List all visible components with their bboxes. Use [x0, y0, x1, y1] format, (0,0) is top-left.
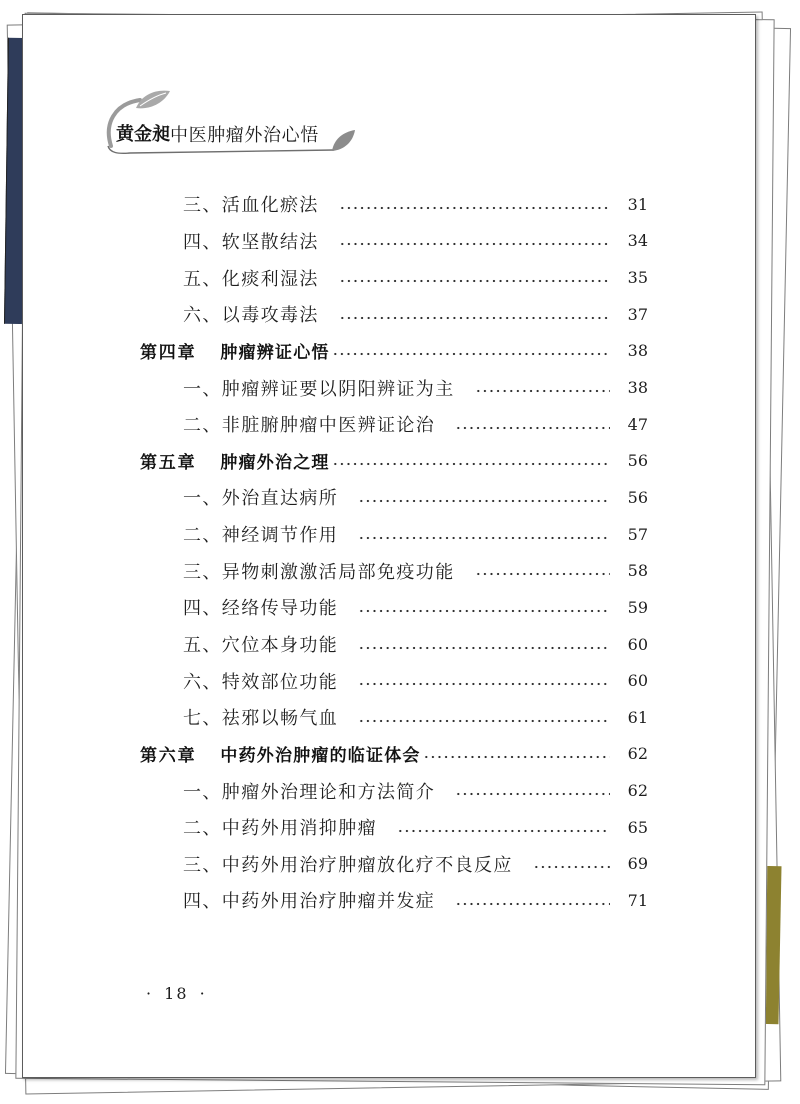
toc-chapter-number: 第六章: [140, 746, 197, 767]
toc-page-number: 35: [627, 268, 648, 288]
toc-section-label: 二、神经调节作用: [183, 525, 339, 547]
toc-page-number: 56: [627, 487, 648, 507]
toc-section-label: 二、非脏腑肿瘤中医辨证论治: [183, 415, 436, 437]
dot-leader: [455, 791, 610, 797]
toc-section-row: [140, 552, 648, 589]
toc-section-label: 三、活血化瘀法: [183, 195, 319, 217]
dot-leader: [475, 388, 610, 394]
dot-leader: [533, 864, 610, 870]
toc-page-number: 60: [627, 671, 648, 691]
dot-leader: [332, 461, 610, 467]
toc-chapter-row: [140, 736, 648, 773]
toc-chapter-title: 肿瘤外治之理: [220, 453, 330, 474]
header-book-title: 中医肿瘤外治心悟: [170, 125, 319, 146]
toc-chapter-number: 第五章: [140, 453, 197, 474]
toc-section-label: 五、化痰利湿法: [183, 268, 319, 290]
dot-leader: [358, 535, 610, 541]
toc-section-label: 四、经络传导功能: [183, 598, 339, 620]
toc-section-label: 四、中药外用治疗肿瘤并发症: [183, 891, 436, 913]
dot-leader: [339, 241, 610, 247]
table-of-contents: [140, 186, 648, 919]
toc-section-label: 二、中药外用消抑肿瘤: [183, 818, 377, 840]
toc-chapter-row: [140, 442, 648, 479]
toc-section-row: [140, 186, 648, 223]
dot-leader: [358, 498, 610, 504]
toc-section-label: 一、肿瘤外治理论和方法简介: [183, 781, 436, 803]
toc-section-row: [140, 809, 648, 846]
underline-leaf-icon: [332, 130, 355, 151]
dot-leader: [358, 645, 610, 651]
toc-page-number: 71: [627, 890, 648, 910]
dot-leader: [339, 315, 610, 321]
toc-page-number: 57: [627, 524, 648, 544]
toc-chapter-number: 第四章: [140, 343, 197, 364]
toc-chapter-title: 肿瘤辨证心悟: [220, 343, 330, 364]
toc-section-row: [140, 479, 648, 516]
toc-chapter-row: [140, 333, 648, 370]
dot-leader: [358, 681, 610, 687]
toc-page-number: 38: [627, 341, 648, 361]
dot-leader: [332, 351, 610, 357]
toc-section-label: 一、肿瘤辨证要以阴阳辨证为主: [183, 378, 455, 400]
dot-leader: [455, 901, 610, 907]
toc-page-number: 47: [627, 414, 648, 434]
toc-section-row: [140, 626, 648, 663]
dot-leader: [455, 425, 610, 431]
page-number-footer: · 18 ·: [146, 984, 207, 1003]
toc-section-row: [140, 369, 648, 406]
toc-section-label: 三、异物刺激激活局部免疫功能: [183, 561, 455, 583]
header-author: 黄金昶: [116, 124, 170, 145]
toc-section-label: 五、穴位本身功能: [183, 635, 339, 656]
toc-page-number: 34: [627, 231, 648, 251]
dot-leader: [339, 205, 610, 211]
toc-section-row: [140, 846, 648, 883]
toc-page-number: 59: [627, 597, 648, 617]
toc-chapter-title: 中药外治肿瘤的临证体会: [220, 746, 421, 767]
toc-page-number: 62: [627, 744, 648, 764]
toc-section-label: 四、软坚散结法: [183, 231, 319, 253]
dot-leader: [358, 608, 610, 614]
toc-page-number: 56: [627, 451, 648, 471]
toc-page-number: 62: [627, 781, 648, 801]
dot-leader: [475, 571, 610, 577]
toc-page-number: 31: [627, 194, 648, 214]
dot-leader: [423, 754, 610, 760]
toc-page-number: 37: [627, 304, 648, 324]
dot-leader: [397, 828, 610, 834]
toc-section-row: [140, 296, 648, 333]
toc-page-number: 60: [627, 634, 648, 654]
toc-page-number: 65: [627, 817, 648, 837]
toc-section-row: [140, 772, 648, 809]
toc-section-row: [140, 259, 648, 296]
toc-section-row: [140, 662, 648, 699]
toc-page-number: 69: [627, 854, 648, 874]
toc-section-row: [140, 589, 648, 626]
toc-page-number: 61: [627, 707, 648, 727]
dot-leader: [339, 278, 610, 284]
toc-page-number: 58: [627, 561, 648, 581]
dot-leader: [358, 718, 610, 724]
toc-section-row: [140, 882, 648, 919]
toc-section-row: [140, 406, 648, 443]
toc-section-label: 六、以毒攻毒法: [183, 305, 319, 327]
running-header-ornament: [0, 0, 400, 180]
toc-section-label: 一、外治直达病所: [183, 488, 339, 510]
toc-section-row: [140, 699, 648, 736]
toc-section-label: 三、中药外用治疗肿瘤放化疗不良反应: [183, 854, 513, 876]
toc-section-row: [140, 223, 648, 260]
toc-section-label: 六、特效部位功能: [183, 671, 339, 693]
toc-section-label: 七、祛邪以畅气血: [183, 708, 339, 730]
toc-section-row: [140, 516, 648, 553]
toc-page-number: 38: [627, 378, 648, 398]
header-underline: [108, 146, 334, 153]
